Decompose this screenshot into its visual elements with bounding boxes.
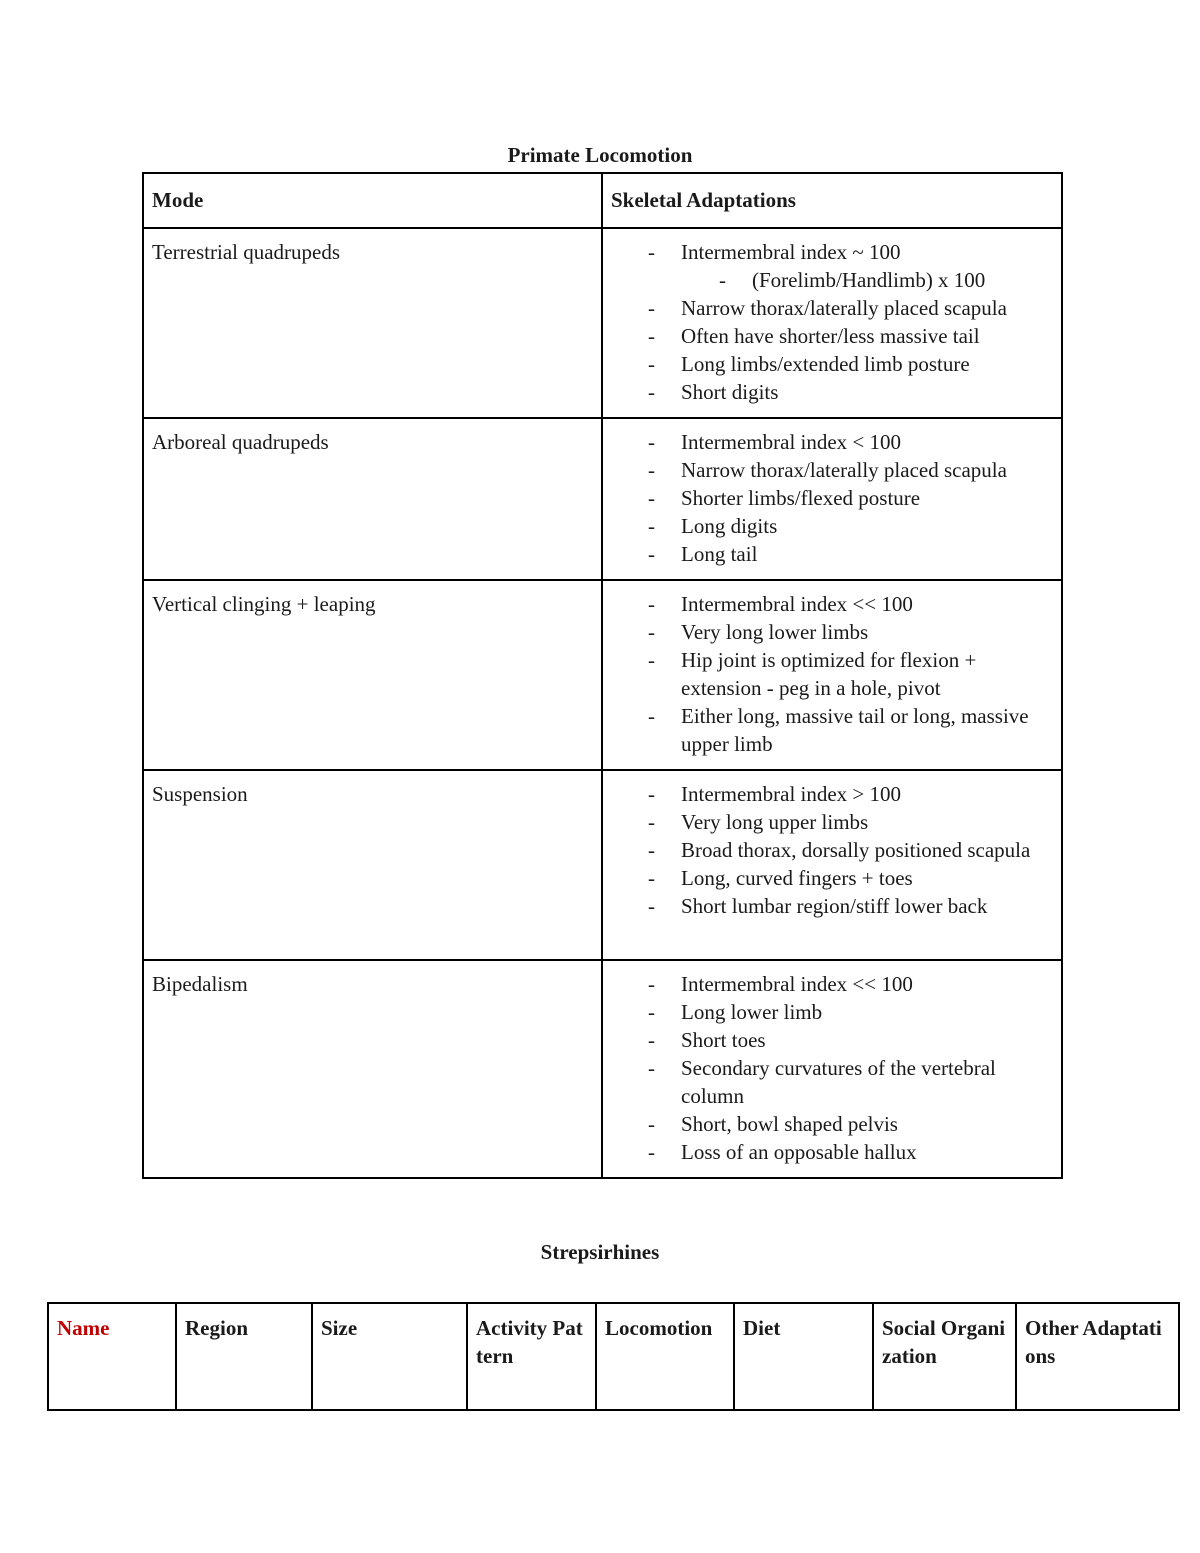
header-skeletal-adaptations: Skeletal Adaptations (602, 173, 1062, 228)
list-item (681, 1110, 1053, 1138)
list-item-text: Long, curved fingers + toes (681, 866, 913, 890)
list-item-text: Intermembral index > 100 (681, 782, 902, 806)
list-item-text: Intermembral index ~ 100 (681, 240, 901, 264)
list-item-text: Very long upper limbs (681, 810, 869, 834)
list-item-text: Intermembral index < 100 (681, 430, 902, 454)
list-item (681, 484, 1053, 512)
header-activity-pattern: Activity Pattern (467, 1303, 596, 1410)
list-item (681, 456, 1053, 484)
sub-list (681, 266, 1053, 294)
table-header-row (143, 173, 1062, 228)
list-item (681, 294, 1053, 322)
locomotion-table-title: Primate Locomotion (507, 143, 693, 167)
list-item (681, 1026, 1053, 1054)
adaptations-cell (602, 960, 1062, 1178)
adaptations-list (611, 428, 1053, 568)
list-item-text: Often have shorter/less massive tail (681, 324, 980, 348)
strepsirhines-table-title: Strepsirhines (540, 1240, 660, 1264)
list-item-text: Short lumbar region/stiff lower back (681, 894, 988, 918)
header-diet: Diet (734, 1303, 873, 1410)
adaptations-cell (602, 418, 1062, 580)
header-social-organization: Social Organization (873, 1303, 1016, 1410)
list-item (681, 808, 1053, 836)
mode-cell: Terrestrial quadrupeds (143, 228, 602, 418)
list-item-text: Long limbs/extended limb posture (681, 352, 970, 376)
table-row (143, 418, 1062, 580)
header-mode: Mode (143, 173, 602, 228)
list-item (681, 350, 1053, 378)
list-item (681, 998, 1053, 1026)
list-item (681, 618, 1053, 646)
list-item-text: Long digits (681, 514, 778, 538)
list-item-text: Short, bowl shaped pelvis (681, 1112, 898, 1136)
list-item (681, 540, 1053, 568)
list-item-text: Narrow thorax/laterally placed scapula (681, 458, 1007, 482)
table-row (143, 228, 1062, 418)
adaptations-cell (602, 228, 1062, 418)
list-item-text: Intermembral index << 100 (681, 972, 913, 996)
mode-cell: Suspension (143, 770, 602, 960)
table-header-row (48, 1303, 1179, 1410)
list-item-text: Short digits (681, 380, 779, 404)
list-item-text: Shorter limbs/flexed posture (681, 486, 921, 510)
sub-list-item: - (Forelimb/Handlimb) x 100 (752, 266, 1053, 294)
locomotion-table (142, 172, 1063, 1179)
adaptations-cell (602, 580, 1062, 770)
adaptations-list (611, 780, 1053, 920)
list-item (681, 892, 1053, 920)
list-item-text: Loss of an opposable hallux (681, 1140, 917, 1164)
list-item (681, 702, 1053, 758)
list-item (681, 512, 1053, 540)
header-size: Size (312, 1303, 467, 1410)
header-region: Region (176, 1303, 312, 1410)
list-item-text: Hip joint is optimized for flexion + extension - peg in a hole, pivot (681, 648, 977, 700)
table-row (143, 960, 1062, 1178)
strepsirhines-table (47, 1302, 1180, 1411)
list-item-text: Long lower limb (681, 1000, 823, 1024)
list-item-text: Short toes (681, 1028, 766, 1052)
list-item-text: Secondary curvatures of the vertebral column (681, 1056, 996, 1108)
list-item (681, 590, 1053, 618)
list-item-text: Narrow thorax/laterally placed scapula (681, 296, 1007, 320)
list-item (681, 238, 1053, 294)
table-row (143, 770, 1062, 960)
mode-cell: Vertical clinging + leaping (143, 580, 602, 770)
list-item (681, 1138, 1053, 1166)
list-item-text: Broad thorax, dorsally positioned scapula (681, 838, 1031, 862)
adaptations-list (611, 238, 1053, 406)
list-item (681, 378, 1053, 406)
list-item-text: Either long, massive tail or long, massive upper limb (681, 704, 1029, 756)
adaptations-list (611, 970, 1053, 1166)
list-item (681, 322, 1053, 350)
mode-cell: Bipedalism (143, 960, 602, 1178)
list-item (681, 428, 1053, 456)
header-other-adaptations: Other Adaptations (1016, 1303, 1179, 1410)
list-item (681, 970, 1053, 998)
adaptations-list (611, 590, 1053, 758)
list-item (681, 1054, 1053, 1110)
list-item-text: Very long lower limbs (681, 620, 869, 644)
list-item (681, 836, 1053, 864)
header-locomotion: Locomotion (596, 1303, 734, 1410)
list-item (681, 864, 1053, 892)
mode-cell: Arboreal quadrupeds (143, 418, 602, 580)
list-item (681, 646, 1053, 702)
adaptations-cell (602, 770, 1062, 960)
list-item-text: Intermembral index << 100 (681, 592, 913, 616)
header-name: Name (48, 1303, 176, 1410)
table-row (143, 580, 1062, 770)
list-item-text: Long tail (681, 542, 758, 566)
list-item (681, 780, 1053, 808)
